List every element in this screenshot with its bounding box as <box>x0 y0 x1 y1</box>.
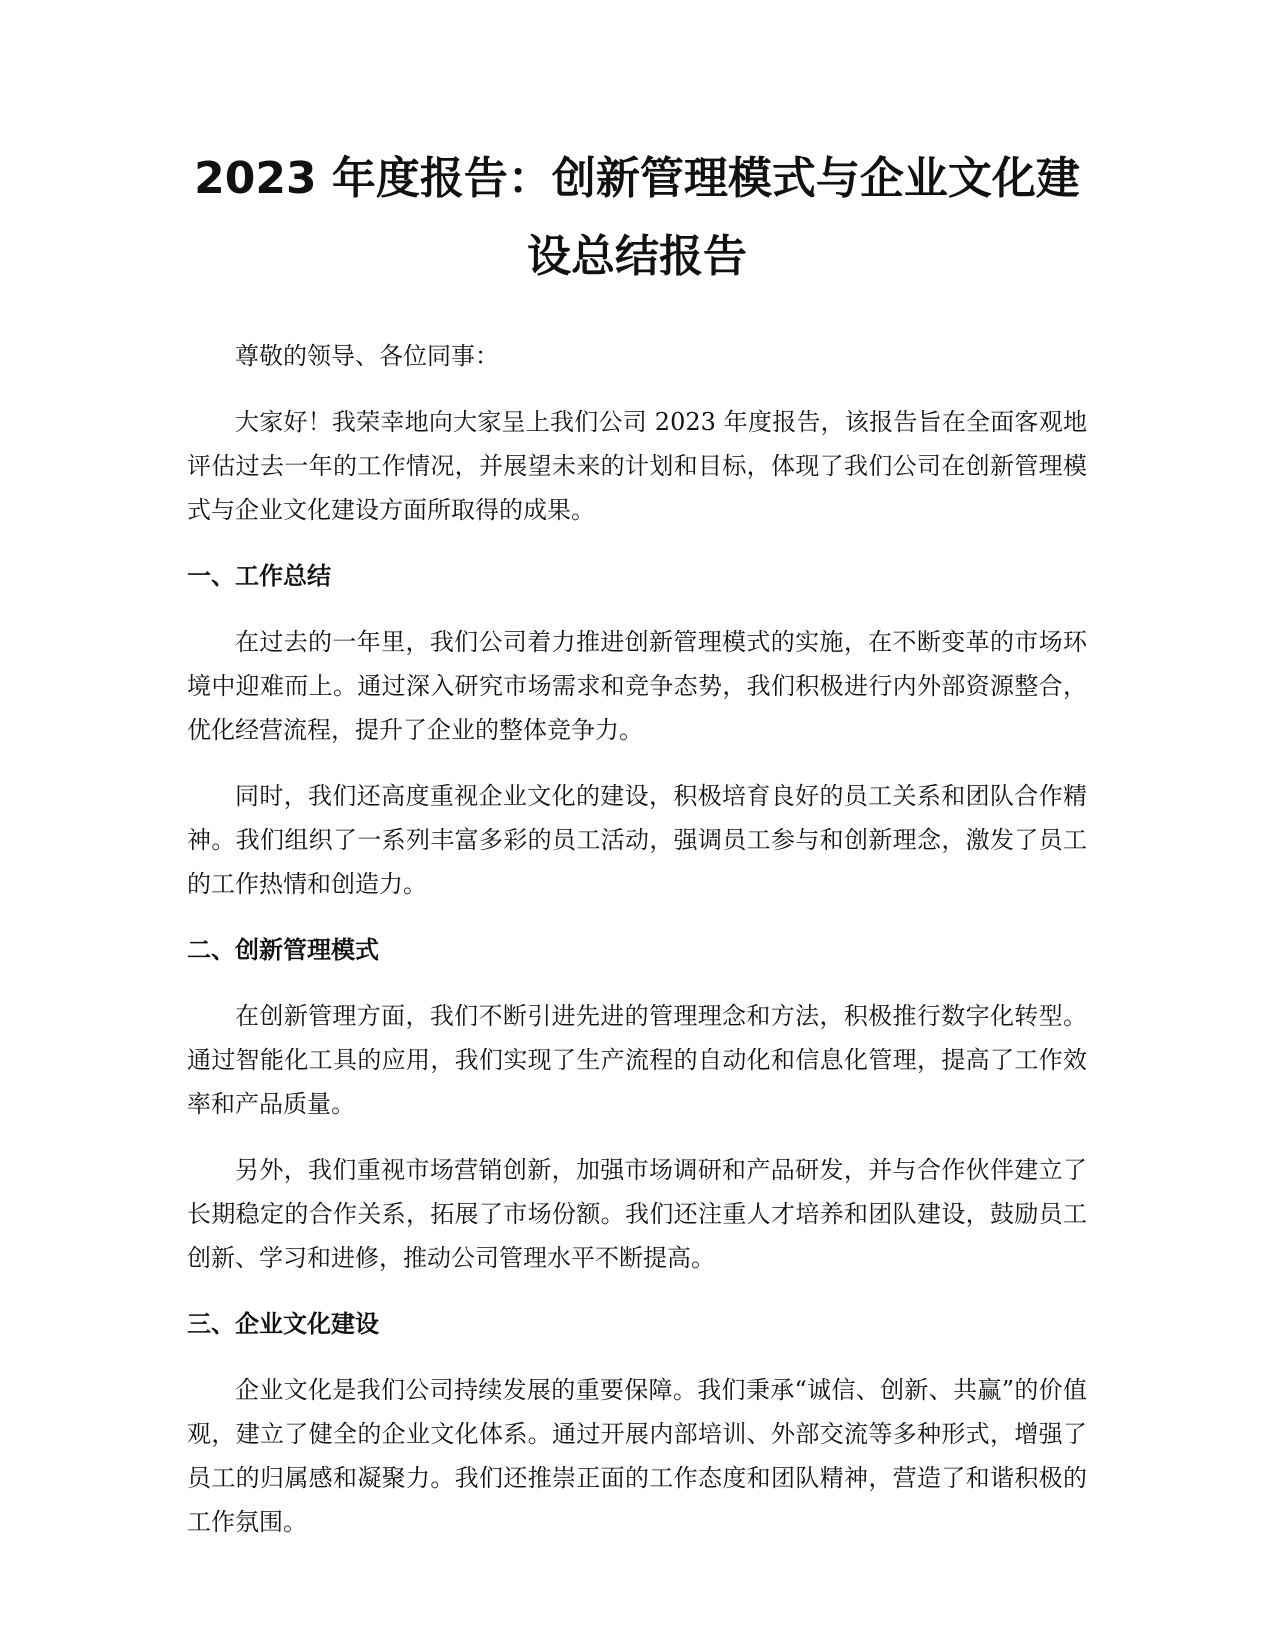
intro-paragraph: 大家好！我荣幸地向大家呈上我们公司 2023 年度报告，该报告旨在全面客观地评估过去一年的工作情况，并展望未来的计划和目标，体现了我们公司在创新管理模式与企业文化建设方面所取得的成果。 <box>187 408 1087 524</box>
paragraph: 在过去的一年里，我们公司着力推进创新管理模式的实施，在不断变革的市场环境中迎难而上。通过深入研究市场需求和竞争态势，我们积极进行内外部资源整合，优化经营流程，提升了企业的整体竞争力。 <box>187 628 1087 744</box>
section-work-summary <box>187 554 1087 906</box>
title-line-1: 2023 年度报告：创新管理模式与企业文化建 <box>194 153 1080 204</box>
section-corporate-culture <box>187 1302 1087 1544</box>
section-innovative-management <box>187 928 1087 1280</box>
title-line-2: 设总结报告 <box>527 231 747 282</box>
paragraph: 同时，我们还高度重视企业文化的建设，积极培育良好的员工关系和团队合作精神。我们组织了一系列丰富多彩的员工活动，强调员工参与和创新理念，激发了员工的工作热情和创造力。 <box>187 782 1087 898</box>
paragraph: 企业文化是我们公司持续发展的重要保障。我们秉承“诚信、创新、共赢”的价值观，建立了健全的企业文化体系。通过开展内部培训、外部交流等多种形式，增强了员工的归属感和凝聚力。我们还推崇正面的工作态度和团队精神，营造了和谐积极的工作氛围。 <box>187 1376 1087 1536</box>
greeting: 尊敬的领导、各位同事： <box>235 342 499 370</box>
paragraph: 在创新管理方面，我们不断引进先进的管理理念和方法，积极推行数字化转型。通过智能化工具的应用，我们实现了生产流程的自动化和信息化管理，提高了工作效率和产品质量。 <box>187 1002 1087 1118</box>
section-heading: 二、创新管理模式 <box>187 936 379 964</box>
section-heading: 三、企业文化建设 <box>187 1310 379 1338</box>
document-title <box>187 140 1087 296</box>
section-heading: 一、工作总结 <box>187 562 331 590</box>
document-page <box>187 140 1087 1566</box>
paragraph: 另外，我们重视市场营销创新，加强市场调研和产品研发，并与合作伙伴建立了长期稳定的合作关系，拓展了市场份额。我们还注重人才培养和团队建设，鼓励员工创新、学习和进修，推动公司管理水平不断提高。 <box>187 1156 1087 1272</box>
